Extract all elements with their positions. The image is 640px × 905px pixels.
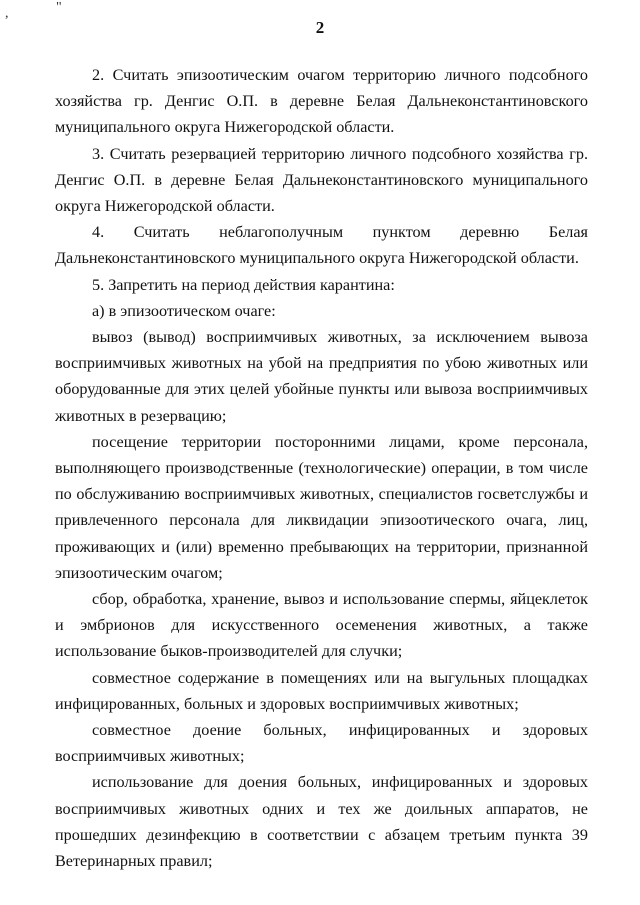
paragraph-item-5: 5. Запретить на период действия карантина: [92, 275, 395, 294]
paragraph-prohibition: использование для доения больных, инфицированных и здоровых восприимчивых животных одних и тех же доильных аппаратов, не прошедших дезинфекцию в соответствии с абзацем третьим пункта 39 Ветеринарных правил; [55, 773, 588, 871]
paragraph-item-4: 4. Считать неблагополучным пунктом деревню Белая Дальнеконстантиновского муниципального округа Нижегородской области. [55, 223, 588, 268]
paragraph-prohibition: совместное доение больных, инфицированных и здоровых восприимчивых животных; [55, 721, 588, 766]
paragraph-item-2: 2. Считать эпизоотическим очагом территорию личного подсобного хозяйства гр. Денгис О.П. в деревне Белая Дальнеконстантиновского муниципального округа Нижегородской области. [55, 66, 588, 137]
paragraph-prohibition: посещение территории посторонними лицами, кроме персонала, выполняющего производственные (технологические) операции, в том числе по обслуживанию восприимчивых животных, специалистов госветслужбы и привлеченного персонала для ликвидации эпизоотического очага, лиц, проживающих и (или) временно пребывающих на территории, признанной эпизоотическим очагом; [55, 432, 588, 582]
paragraph-prohibition: совместное содержание в помещениях или на выгульных площадках инфицированных, больных и здоровых восприимчивых животных; [55, 668, 588, 713]
scan-artifact-mark: " [56, 0, 62, 15]
document-body [55, 62, 588, 874]
paragraph-prohibition: вывоз (вывод) восприимчивых животных, за исключением вывоза восприимчивых животных на убой на предприятия по убою животных или оборудованные для этих целей убойные пункты или вывоза восприимчивых животных в резервацию; [55, 328, 588, 425]
page-number: 2 [315, 18, 325, 37]
paragraph-subitem-a: а) в эпизоотическом очаге: [92, 301, 276, 320]
paragraph-prohibition: сбор, обработка, хранение, вывоз и использование спермы, яйцеклеток и эмбрионов для искусственного осеменения животных, а также использование быков-производителей для случки; [55, 590, 588, 661]
scan-artifact-mark: , [5, 6, 9, 21]
paragraph-item-3: 3. Считать резервацией территорию личного подсобного хозяйства гр. Денгис О.П. в деревне Белая Дальнеконстантиновского муниципального округа Нижегородской области. [55, 144, 588, 216]
